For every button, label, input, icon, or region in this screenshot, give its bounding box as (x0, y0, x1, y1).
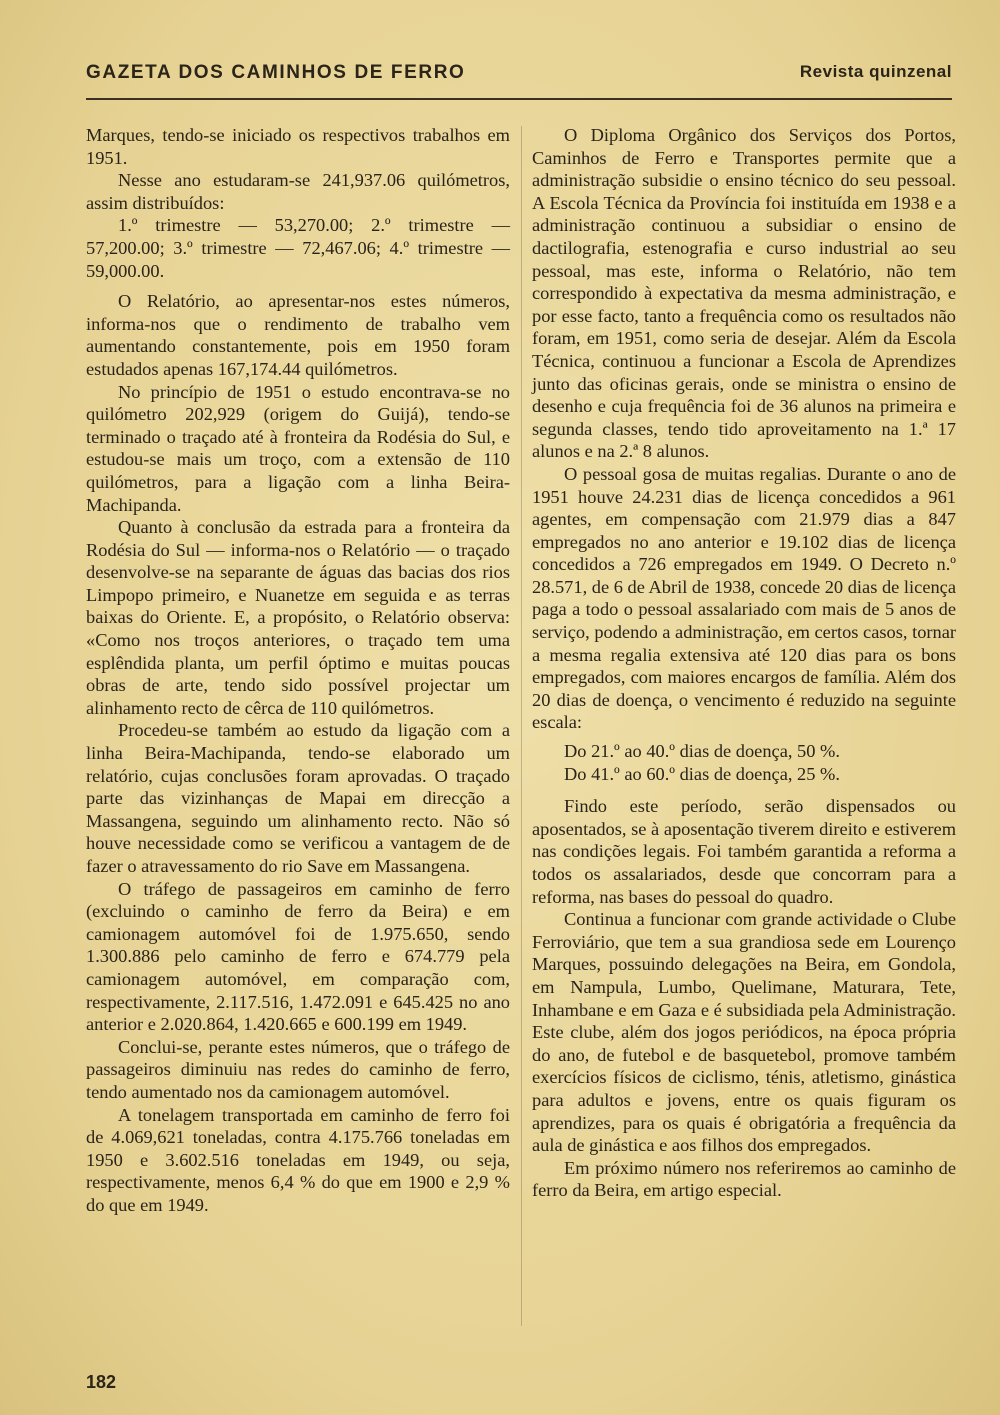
paragraph: O tráfego de passageiros em caminho de ferro (excluindo o caminho de ferro da Beira) e em camionagem automóvel foi de 1.975.650, sendo 1.300.886 pelo caminho de ferro e 674.779 pela camionagem automóvel, em comparação com, respectivamente, 2.117.516, 1.472.091 e 645.425 no ano anterior e 2.020.864, 1.420.665 e 600.199 em 1949. (86, 878, 510, 1035)
page-number: 182 (86, 1372, 117, 1392)
left-column (86, 124, 510, 1217)
paragraph: Conclui-se, perante estes números, que o tráfego de passageiros diminuiu nas redes do caminho de ferro, tendo aumentado nos da camionagem automóvel. (86, 1036, 510, 1102)
header-rule (86, 98, 952, 100)
scale-line: Do 41.º ao 60.º dias de doença, 25 %. (564, 763, 840, 784)
column-divider (521, 126, 522, 1326)
page-header (86, 62, 952, 92)
paragraph: A tonelagem transportada em caminho de ferro foi de 4.069,621 toneladas, contra 4.175.766 toneladas em 1950 e 3.602.516 toneladas em 1949, ou seja, respectivamente, menos 6,4 % do que em 1900 e 2,9 % do que em 1949. (86, 1104, 510, 1215)
paragraph: Continua a funcionar com grande actividade o Clube Ferroviário, que tem a sua grandiosa sede em Lourenço Marques, possuindo delegações na Beira, em Gondola, em Nampula, Lumbo, Quelimane, Maturara, Tete, Inhambane e em Gaza e é subsidiada pela Administração. Este clube, além dos jogos periódicos, na época própria do ano, de futebol e de basquetebol, promove também exercícios físicos de ciclismo, ténis, atletismo, ginástica para adultos e jovens, entre os quais figuram os aprendizes, para os quais é obrigatória a frequência da aula de ginástica e aos filhos dos empregados. (532, 909, 956, 1156)
paragraph: Quanto à conclusão da estrada para a fronteira da Rodésia do Sul — informa-nos o Relatório — o traçado desenvolve-se na separante de águas das bacias dos rios Limpopo primeiro, e Nuanetze em seguida e as terras baixas do Oriente. E, a propósito, o Relatório observa: «Como nos troços anteriores, o traçado tem uma esplêndida planta, um perfil óptimo e muitas poucas obras de arte, tendo sido possível projectar um alinhamento recto de cêrca de 110 quilómetros. (86, 517, 510, 718)
paragraph: O Diploma Orgânico dos Serviços dos Portos, Caminhos de Ferro e Transportes permite que a administração subsidie o ensino técnico do seu pessoal. A Escola Técnica da Província foi instituída em 1938 e a administração continuou a subsidiar o ensino de dactilografia, estenografia e curso industrial ao seu pessoal, mas este, informa o Relatório, não tem correspondido à expectativa da mesma administração, e por esse facto, tanto a frequência como os resultados não foram, em 1951, como seria de desejar. Além da Escola Técnica, continuou a funcionar a Escola de Aprendizes junto das oficinas gerais, onde se ministra o ensino de desenho e cuja frequência foi de 36 alunos na primeira e segunda classes, tendo tido aproveitamento na 1.ª 17 alunos e na 2.ª 8 alunos. (532, 125, 956, 462)
paragraph: Findo este período, serão dispensados ou aposentados, se à aposentação tiverem direito e estiverem nas condições legais. Foi também garantida a reforma a todos os assalariados, desde que concorram para a reforma, nas bases do pessoal do quadro. (532, 796, 956, 907)
scale-line: Do 21.º ao 40.º dias de doença, 50 %. (564, 741, 840, 762)
paragraph: No princípio de 1951 o estudo encontrava-se no quilómetro 202,929 (origem do Guijá), tendo-se terminado o traçado até à fronteira da Rodésia do Sul, e estudou-se mais um troço, com a extensão de 110 quilómetros, para a ligação com a linha Beira-Machipanda. (86, 381, 510, 515)
journal-issue-type: Revista quinzenal (799, 62, 952, 81)
journal-title: GAZETA DOS CAMINHOS DE FERRO (86, 62, 466, 83)
paragraph: O pessoal gosa de muitas regalias. Durante o ano de 1951 houve 24.231 dias de licença concedidos a 961 agentes, em compensação com 21.979 dias a 847 empregados no ano anterior e 19.102 dias de licença concedidos a 726 empregados em 1949. O Decreto n.º 28.571, de 6 de Abril de 1938, concede 20 dias de licença paga a todo o pessoal assalariado com mais de 5 anos de serviço, podendo a administração, em certos casos, tornar a mesma regalia extensiva até 120 dias para os bons empregados, com maiores encargos de família. Além dos 20 dias de doença, o vencimento é reduzido na seguinte escala: (532, 463, 956, 733)
paragraph: 1.º trimestre — 53,270.00; 2.º trimestre — 57,200.00; 3.º trimestre — 72,467.06; 4.º trimestre — 59,000.00. (86, 215, 510, 281)
right-column (532, 124, 956, 1202)
paragraph: O Relatório, ao apresentar-nos estes números, informa-nos que o rendimento de trabalho vem aumentando constantemente, pois em 1950 foram estudados apenas 167,174.44 quilómetros. (86, 291, 510, 379)
paragraph: Nesse ano estudaram-se 241,937.06 quilómetros, assim distribuídos: (86, 170, 510, 213)
paragraph: Procedeu-se também ao estudo da ligação com a linha Beira-Machipanda, tendo-se elaborado um relatório, cujas conclusões foram aprovadas. O traçado parte das vizinhanças de Mapai em direcção a Massangena, seguindo um alinhamento recto. Não só houve necessidade como se verificou a vantagem de de fazer o atravessamento do rio Save em Massangena. (86, 720, 510, 876)
sick-leave-scale (532, 740, 956, 785)
paragraph: Marques, tendo-se iniciado os respectivos trabalhos em 1951. (86, 125, 510, 168)
paragraph: Em próximo número nos referiremos ao caminho de ferro da Beira, em artigo especial. (532, 1157, 956, 1201)
